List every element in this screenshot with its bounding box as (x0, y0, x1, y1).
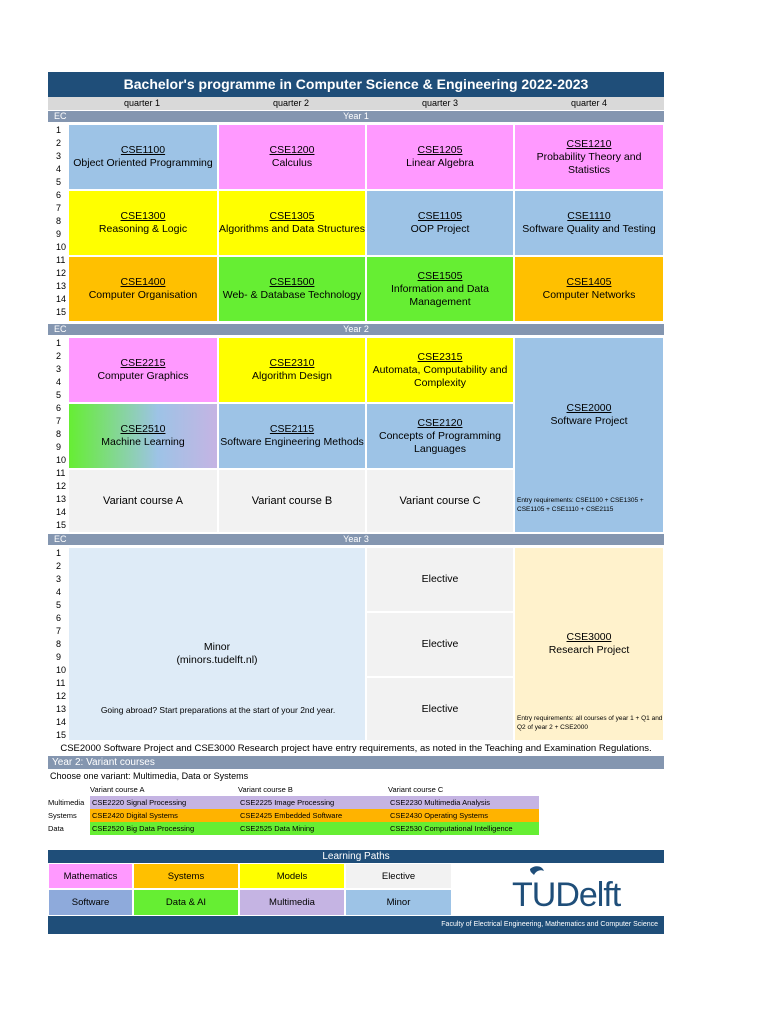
course-code: CSE3000 (566, 631, 612, 643)
course-code: CSE2115 (269, 423, 315, 435)
ec-label: EC (54, 111, 67, 121)
ec-number: 6 (56, 403, 62, 413)
course-name: Object Oriented Programming (73, 157, 213, 169)
variant-b-cell: CSE2225 Image Processing (238, 796, 390, 809)
course-cse1400 (68, 256, 218, 322)
variant-row-data (48, 822, 537, 835)
course-code: CSE2120 (417, 416, 463, 429)
ec-number: 11 (56, 255, 66, 265)
course-code: CSE1110 (567, 210, 611, 222)
ec-number: 15 (56, 307, 67, 317)
ec-number: 5 (56, 600, 62, 610)
quarter-3-label: quarter 3 (421, 98, 459, 108)
ec-number: 6 (56, 190, 62, 200)
ec-number: 12 (56, 268, 67, 278)
variant-c-cell: CSE2530 Computational Intelligence (388, 822, 539, 835)
course-name: Computer Organisation (88, 289, 198, 301)
ec-number: 3 (56, 151, 62, 161)
ec-number: 15 (56, 520, 67, 530)
course-cse1105 (366, 190, 514, 256)
choose-variant-text: Choose one variant: Multimedia, Data or Systems (50, 771, 249, 781)
course-name: Research Project (548, 644, 630, 656)
ec-number: 8 (56, 429, 62, 439)
variant-courses-header: Year 2: Variant courses (48, 756, 664, 769)
course-code: CSE1210 (566, 137, 612, 150)
course-name: Software Quality and Testing (522, 223, 656, 235)
learning-paths-header: Learning Paths (48, 850, 664, 863)
course-code: CSE2215 (120, 357, 166, 369)
path-software: Software (48, 889, 133, 916)
course-cse1200 (218, 124, 366, 190)
path-models: Models (239, 863, 345, 889)
course-name: Machine Learning (101, 436, 185, 448)
variant-b-cell: CSE2425 Embedded Software (238, 809, 390, 822)
ec-number: 1 (56, 338, 62, 348)
ec-number: 7 (56, 626, 62, 636)
variant-a-cell: CSE2220 Signal Processing (90, 796, 240, 809)
path-elective: Elective (345, 863, 452, 889)
course-cse1505 (366, 256, 514, 322)
variant-label: Data (48, 824, 64, 833)
ec-number: 15 (56, 730, 67, 740)
variant-table-header (48, 783, 537, 796)
course-cse1210 (514, 124, 664, 190)
course-name: Algorithm Design (252, 370, 332, 382)
course-code: CSE1500 (269, 276, 315, 288)
abroad-note: Going abroad? Start preparations at the start of your 2nd year. (100, 705, 336, 715)
course-cse2115 (218, 403, 366, 469)
course-name: Computer Networks (542, 289, 636, 301)
course-code: CSE1200 (269, 144, 315, 156)
course-name: Linear Algebra (406, 157, 474, 169)
ec-number: 13 (56, 494, 67, 504)
variant-table (48, 783, 537, 835)
ec-number: 3 (56, 574, 62, 584)
path-multimedia: Multimedia (239, 889, 345, 916)
ec-number: 11 (56, 468, 66, 478)
course-code: CSE1405 (566, 276, 612, 288)
entry-requirements: Entry requirements: CSE1100 + CSE1305 + CSE1105 + CSE1110 + CSE2115 (517, 497, 644, 513)
variant-label: Multimedia (48, 798, 85, 807)
ec-number: 10 (56, 242, 67, 252)
path-minor: Minor (345, 889, 452, 916)
ec-number: 9 (56, 442, 62, 452)
logo-text: TUDelft (512, 876, 621, 914)
course-name: OOP Project (410, 223, 470, 235)
course-code: CSE2000 (566, 402, 612, 414)
year-3-label: Year 3 (343, 534, 369, 544)
ec-number: 4 (56, 587, 62, 597)
ec-numbers-year-1 (48, 124, 68, 319)
course-cse2315 (366, 337, 514, 403)
variant-b-cell: CSE2525 Data Mining (238, 822, 390, 835)
ec-number: 9 (56, 229, 62, 239)
course-code: CSE1100 (120, 144, 166, 156)
course-cse2000 (514, 337, 664, 533)
course-code: CSE1305 (269, 210, 315, 222)
entry-requirements: Entry requirements: all courses of year 1 + Q1 and Q2 of year 2 + CSE2000 (517, 715, 663, 731)
course-name: Concepts of Programming Languages (379, 429, 501, 455)
ec-numbers-year-2 (48, 337, 68, 532)
course-code: CSE1205 (417, 144, 463, 156)
ec-number: 9 (56, 652, 62, 662)
course-cse2310 (218, 337, 366, 403)
quarter-4-label: quarter 4 (570, 98, 608, 108)
faculty-footer: Faculty of Electrical Engineering, Mathematics and Computer Science (48, 916, 664, 934)
ec-number: 4 (56, 164, 62, 174)
course-code: CSE1105 (417, 210, 463, 222)
ec-number: 11 (56, 678, 66, 688)
course-cse2120 (366, 403, 514, 469)
ec-number: 10 (56, 455, 67, 465)
ec-label: EC (54, 534, 67, 544)
year-1-label: Year 1 (343, 111, 369, 121)
course-code: CSE1400 (120, 276, 166, 288)
course-code: CSE1300 (120, 210, 166, 222)
tudelft-logo (452, 863, 664, 916)
variant-row-multimedia (48, 796, 537, 809)
ec-number: 8 (56, 216, 62, 226)
course-cse1500 (218, 256, 366, 322)
course-cse2215 (68, 337, 218, 403)
course-cse2510 (68, 403, 218, 469)
course-code: CSE2315 (417, 350, 463, 363)
course-name: Computer Graphics (97, 370, 189, 382)
course-cse3000 (514, 547, 664, 741)
ec-number: 3 (56, 364, 62, 374)
variant-c-cell: CSE2430 Operating Systems (388, 809, 539, 822)
course-code: CSE2310 (269, 357, 315, 369)
ec-number: 4 (56, 377, 62, 387)
ec-number: 14 (56, 294, 67, 304)
variant-label: Systems (48, 811, 77, 820)
ec-number: 1 (56, 125, 62, 135)
elective-2: Elective (366, 612, 514, 677)
path-systems: Systems (133, 863, 239, 889)
course-name: Information and Data Management (390, 282, 490, 308)
year-2-label: Year 2 (343, 324, 369, 334)
ec-number: 2 (56, 138, 62, 148)
variant-a-cell: CSE2420 Digital Systems (90, 809, 240, 822)
ec-numbers-year-3 (48, 547, 68, 742)
variant-header-b: Variant course B (238, 785, 293, 794)
ec-number: 7 (56, 203, 62, 213)
course-name: Automata, Computability and Complexity (372, 363, 508, 389)
ec-number: 2 (56, 561, 62, 571)
course-cse1300 (68, 190, 218, 256)
elective-3: Elective (366, 677, 514, 741)
course-cse1100 (68, 124, 218, 190)
ec-number: 7 (56, 416, 62, 426)
ec-number: 1 (56, 548, 62, 558)
course-name: Software Project (550, 415, 628, 427)
course-cse1205 (366, 124, 514, 190)
quarter-2-label: quarter 2 (272, 98, 310, 108)
path-data-ai: Data & AI (133, 889, 239, 916)
year-2-bar (48, 324, 664, 335)
ec-number: 12 (56, 481, 67, 491)
year-3-bar (48, 534, 664, 545)
entry-requirements-note: CSE2000 Software Project and CSE3000 Research project have entry requirements, as noted in the Teaching and Examination Regulations. (60, 743, 652, 754)
variant-row-systems (48, 809, 537, 822)
ec-number: 5 (56, 390, 62, 400)
elective-1: Elective (366, 547, 514, 612)
quarter-header (48, 97, 664, 110)
variant-c-cell: CSE2230 Multimedia Analysis (388, 796, 539, 809)
variant-course-a: Variant course A (68, 469, 218, 533)
variant-header-c: Variant course C (388, 785, 444, 794)
ec-number: 6 (56, 613, 62, 623)
ec-number: 13 (56, 281, 67, 291)
course-name: Web- & Database Technology (222, 289, 362, 301)
course-cse1405 (514, 256, 664, 322)
minor-block (68, 547, 366, 741)
variant-header-a: Variant course A (90, 785, 145, 794)
ec-number: 13 (56, 704, 67, 714)
ec-number: 2 (56, 351, 62, 361)
minor-label: Minor (203, 641, 231, 653)
course-cse1110 (514, 190, 664, 256)
ec-number: 12 (56, 691, 67, 701)
quarter-1-label: quarter 1 (123, 98, 161, 108)
course-name: Software Engineering Methods (220, 436, 364, 448)
course-code: CSE2510 (120, 423, 166, 435)
ec-label: EC (54, 324, 67, 334)
ec-number: 10 (56, 665, 67, 675)
ec-number: 14 (56, 717, 67, 727)
course-cse1305 (218, 190, 366, 256)
year-1-bar (48, 111, 664, 122)
variant-a-cell: CSE2520 Big Data Processing (90, 822, 240, 835)
minor-url: (minors.tudelft.nl) (176, 654, 258, 666)
course-name: Calculus (271, 157, 313, 169)
course-name: Reasoning & Logic (98, 223, 188, 235)
course-code: CSE1505 (417, 269, 463, 282)
course-name: Algorithms and Data Structures (219, 223, 365, 235)
course-name: Probability Theory and Statistics (536, 150, 642, 176)
variant-course-b: Variant course B (218, 469, 366, 533)
page-title: Bachelor's programme in Computer Science & Engineering 2022-2023 (48, 72, 664, 97)
variant-course-c: Variant course C (366, 469, 514, 533)
ec-number: 8 (56, 639, 62, 649)
path-mathematics: Mathematics (48, 863, 133, 889)
ec-number: 14 (56, 507, 67, 517)
ec-number: 5 (56, 177, 62, 187)
